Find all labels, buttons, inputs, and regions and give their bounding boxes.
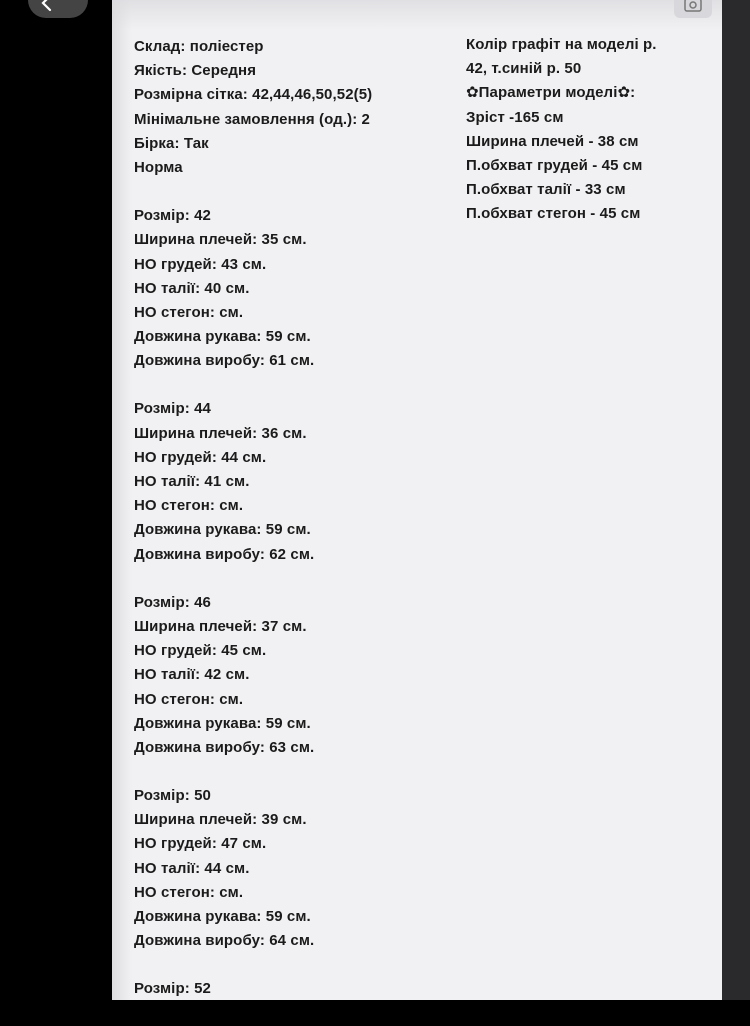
model-color-line-2: 42, т.синій р. 50 xyxy=(466,60,582,78)
header-info xyxy=(134,35,454,180)
sleeve-length: Довжина рукава: 59 см. xyxy=(134,521,311,539)
size-block-52 xyxy=(134,977,454,1001)
item-length: Довжина виробу: 64 см. xyxy=(134,932,315,950)
model-info-column xyxy=(466,33,716,227)
sleeve-length: Довжина рукава: 59 см. xyxy=(134,714,311,732)
hip-girth: НО стегон: см. xyxy=(134,883,244,901)
size-block-42 xyxy=(134,204,454,373)
size-block-46 xyxy=(134,591,454,760)
chest-girth: НО грудей: 44 см. xyxy=(134,448,267,466)
quality-line: Якість: Середня xyxy=(134,62,257,80)
size-block-50 xyxy=(134,784,454,953)
model-shoulder-width: Ширина плечей - 38 см xyxy=(466,132,639,150)
hip-girth: НО стегон: см. xyxy=(134,497,244,515)
waist-girth: НО талії: 42 см. xyxy=(134,666,250,684)
back-button[interactable] xyxy=(28,0,88,18)
size-title: Розмір: 50 xyxy=(134,787,211,805)
size-title: Розмір: 42 xyxy=(134,207,211,225)
model-chest-girth: П.обхват грудей - 45 см xyxy=(466,156,643,174)
model-waist-girth: П.обхват талії - 33 см xyxy=(466,181,626,199)
fit-line: Норма xyxy=(134,158,183,176)
tag-line: Бірка: Так xyxy=(134,134,209,152)
chest-girth: НО грудей: 43 см. xyxy=(134,255,267,273)
min-order-line: Мінімальне замовлення (од.): 2 xyxy=(134,110,370,128)
size-title: Розмір: 46 xyxy=(134,593,211,611)
shoulder-width: Ширина плечей: 39 см. xyxy=(134,811,307,829)
image-icon xyxy=(684,0,702,12)
size-title: Розмір: 44 xyxy=(134,400,211,418)
chest-girth: НО грудей: 47 см. xyxy=(134,835,267,853)
size-grid-line: Розмірна сітка: 42,44,46,50,52(5) xyxy=(134,86,373,104)
model-hip-girth: П.обхват стегон - 45 см xyxy=(466,205,641,223)
item-length: Довжина виробу: 63 см. xyxy=(134,738,315,756)
waist-girth: НО талії: 44 см. xyxy=(134,859,250,877)
product-details-column xyxy=(134,35,454,1026)
size-block-44 xyxy=(134,397,454,566)
shoulder-width: Ширина плечей: 37 см. xyxy=(134,617,307,635)
composition-line: Склад: поліестер xyxy=(134,38,264,55)
chevron-left-icon xyxy=(38,0,56,12)
shoulder-width: Ширина плечей: 36 см. xyxy=(134,424,307,442)
image-corner-button[interactable] xyxy=(674,0,712,18)
item-length: Довжина виробу: 61 см. xyxy=(134,352,315,370)
model-params-heading: ✿Параметри моделі✿: xyxy=(466,84,636,102)
model-color-line: Колір графіт на моделі р. xyxy=(466,36,657,53)
item-length: Довжина виробу: 62 см. xyxy=(134,545,315,563)
waist-girth: НО талії: 41 см. xyxy=(134,473,250,490)
shoulder-width: Ширина плечей: 35 см. xyxy=(134,231,307,249)
sleeve-length: Довжина рукава: 59 см. xyxy=(134,328,311,346)
waist-girth: НО талії: 40 см. xyxy=(134,279,250,297)
model-height: Зріст -165 см xyxy=(466,108,564,126)
hip-girth: НО стегон: см. xyxy=(134,690,244,708)
size-title: Розмір: 52 xyxy=(134,980,211,998)
sleeve-length: Довжина рукава: 59 см. xyxy=(134,908,311,925)
chest-girth: НО грудей: 45 см. xyxy=(134,642,267,660)
hip-girth: НО стегон: см. xyxy=(134,303,244,321)
page-edge xyxy=(722,0,750,1000)
